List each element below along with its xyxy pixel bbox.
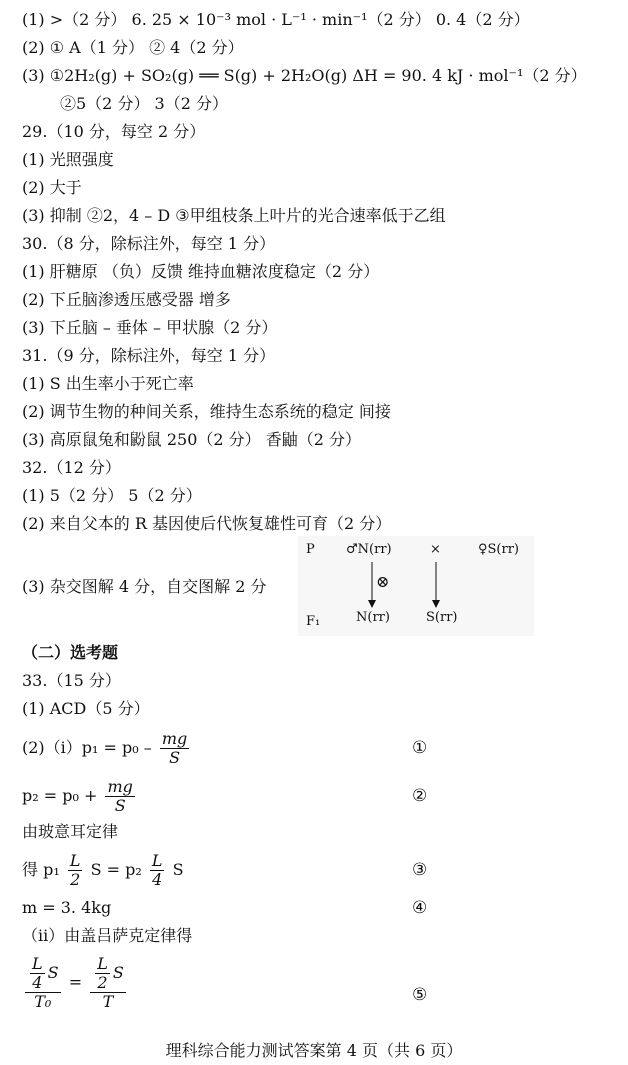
offspring-2: S(rr) bbox=[426, 610, 458, 625]
answer-line: (2) ① A（1 分） ② 4（2 分） bbox=[22, 38, 244, 57]
parent-label: P bbox=[306, 542, 315, 557]
answer-line: (1) >（2 分） 6. 25 × 10⁻³ mol · L⁻¹ · min⁻¹（2 分） 0. 4（2 分） bbox=[22, 10, 530, 29]
compound-fraction: $\frac{L}{4}$ S T₀ bbox=[25, 955, 61, 1011]
answer-line: 由玻意耳定律 bbox=[22, 822, 119, 841]
genetic-cross-diagram bbox=[298, 536, 534, 636]
question-header: 32.（12 分） bbox=[22, 458, 121, 477]
answer-line: (2) 来自父本的 R 基因使后代恢复雄性可育（2 分） bbox=[22, 514, 392, 533]
fraction: $\frac{L}{2}$ bbox=[97, 954, 108, 992]
equation-text: S bbox=[172, 860, 184, 879]
female-parent: ♀S(rr) bbox=[478, 542, 519, 557]
question-header: 33.（15 分） bbox=[22, 671, 121, 690]
equation-number: ③ bbox=[412, 860, 428, 880]
equation-p2 bbox=[22, 776, 138, 816]
answer-line: (1) 肝糖原 （负）反馈 维持血糖浓度稳定（2 分） bbox=[22, 262, 380, 281]
fraction: $\frac{L}{4}$ bbox=[32, 954, 43, 992]
offspring-1: N(rr) bbox=[356, 610, 390, 625]
answer-line: (2) 调节生物的种间关系，维持生态系统的稳定 间接 bbox=[22, 402, 391, 421]
answer-line: (1) ACD（5 分） bbox=[22, 699, 150, 718]
cross-arrows bbox=[298, 536, 534, 636]
equation-text: 得 p₁ bbox=[22, 860, 60, 879]
selfing-symbol: ⊗ bbox=[376, 572, 390, 591]
page-footer: 理科综合能力测试答案第 4 页（共 6 页） bbox=[165, 1041, 463, 1060]
f1-label: F₁ bbox=[306, 614, 321, 629]
equation-boyle bbox=[22, 850, 184, 890]
answer-line: m = 3. 4kg bbox=[22, 898, 112, 917]
answer-line: (1) 5（2 分） 5（2 分） bbox=[22, 486, 202, 505]
answer-line: (3) 抑制 ②2，4 – D ③甲组枝条上叶片的光合速率低于乙组 bbox=[22, 206, 446, 225]
answer-line: （ⅱ）由盖吕萨克定律得 bbox=[22, 926, 193, 945]
equals-sign: = bbox=[68, 972, 83, 992]
equation-number: ② bbox=[412, 786, 428, 806]
question-header: 30.（8 分，除标注外，每空 1 分） bbox=[22, 234, 276, 253]
section-heading: （二）选考题 bbox=[22, 643, 119, 662]
fraction: $\frac{mg}{S}$ bbox=[107, 777, 133, 815]
compound-fraction: $\frac{L}{2}$ S T bbox=[90, 955, 126, 1011]
answer-line: (3) 杂交图解 4 分，自交图解 2 分 bbox=[22, 577, 267, 596]
cross-symbol: × bbox=[430, 542, 441, 557]
male-parent: ♂N(rr) bbox=[346, 542, 392, 557]
answer-line: (2) 下丘脑渗透压感受器 增多 bbox=[22, 290, 231, 309]
fraction: $\frac{L}{2}$ bbox=[69, 851, 81, 889]
answer-line: (3) ①2H₂(g) + SO₂(g) ══ S(g) + 2H₂O(g) ΔH = 90. 4 kJ · mol⁻¹（2 分） bbox=[22, 66, 587, 85]
equation-number: ⑤ bbox=[412, 985, 428, 1005]
equation-number: ④ bbox=[412, 898, 428, 918]
answer-line: ②5（2 分） 3（2 分） bbox=[60, 94, 228, 113]
equation-text: (2)（ⅰ）p₁ = p₀ – bbox=[22, 738, 152, 757]
question-header: 29.（10 分，每空 2 分） bbox=[22, 122, 206, 141]
equation-text: S = p₂ bbox=[90, 860, 142, 879]
question-header: 31.（9 分，除标注外，每空 1 分） bbox=[22, 346, 276, 365]
equation-text: p₂ = p₀ + bbox=[22, 786, 98, 805]
equation-number: ① bbox=[412, 738, 428, 758]
answer-line: (1) 光照强度 bbox=[22, 150, 114, 169]
equation-p1 bbox=[22, 728, 192, 768]
answer-line: (1) S 出生率小于死亡率 bbox=[22, 374, 194, 393]
answer-line: (2) 大于 bbox=[22, 178, 82, 197]
fraction: $\frac{mg}{S}$ bbox=[161, 729, 188, 767]
answer-line: (3) 高原鼠兔和鼢鼠 250（2 分） 香鼬（2 分） bbox=[22, 430, 361, 449]
equation-charles bbox=[22, 955, 129, 1011]
answer-line: (3) 下丘脑 – 垂体 – 甲状腺（2 分） bbox=[22, 318, 278, 337]
fraction: $\frac{L}{4}$ bbox=[151, 851, 163, 889]
